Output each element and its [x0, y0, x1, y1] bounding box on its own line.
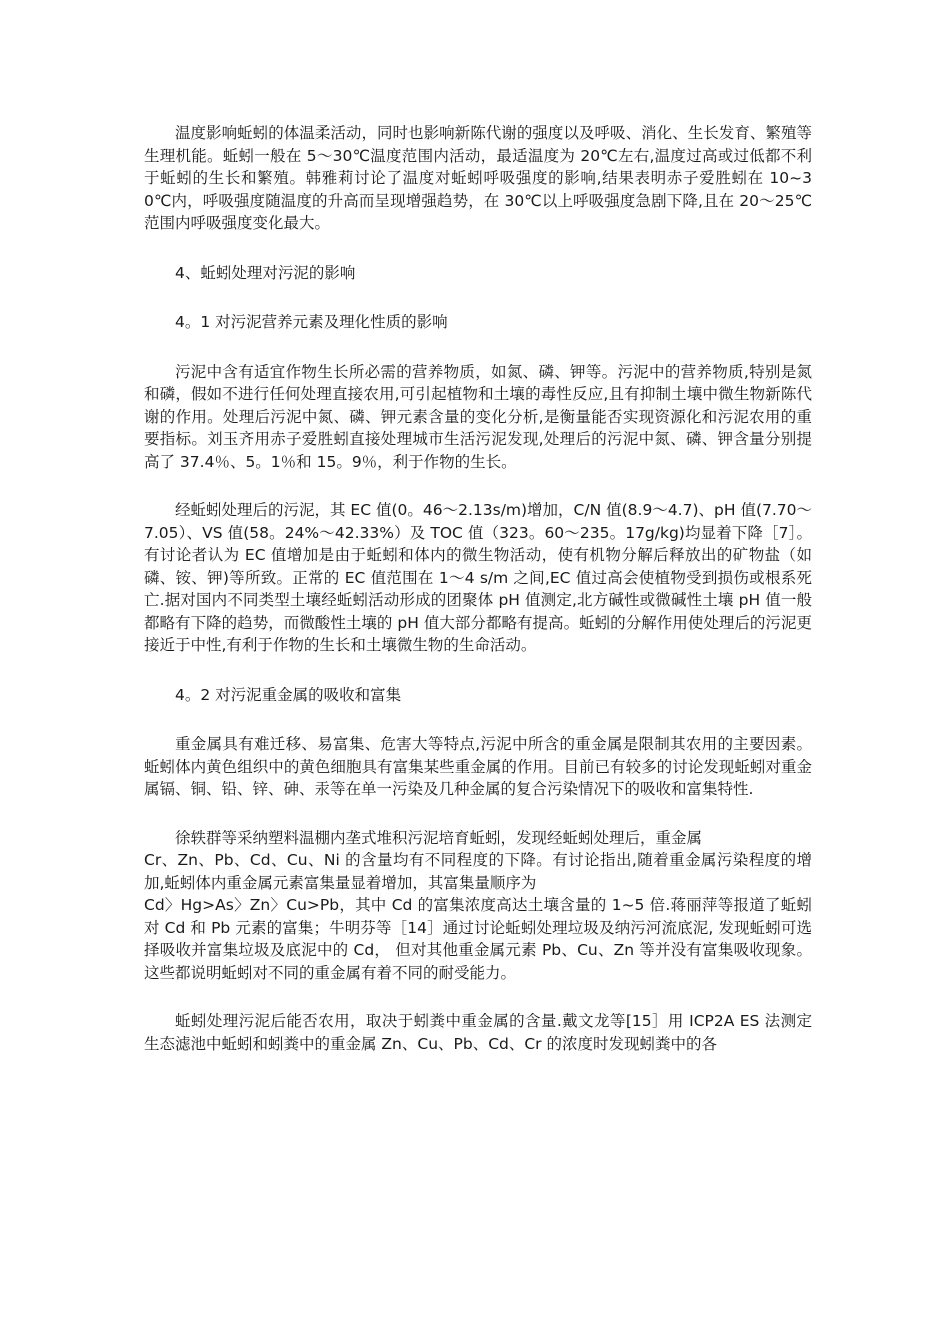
paragraph-nutrients: 污泥中含有适宜作物生长所必需的营养物质，如氮、磷、钾等。污泥中的营养物质,特别是氮和磷，假如不进行任何处理直接农用,可引起植物和土壤的毒性反应,且有抑制土壤中微生物新陈代谢的作用。处理后污泥中氮、磷、钾元素含量的变化分析,是衡量能否实现资源化和污泥农用的重要指标。刘玉齐用赤子爱胜蚓直接处理城市生活污泥发现,处理后的污泥中氮、磷、钾含量分别提高了 37.4％、5。1％和 15。9％，利于作物的生长。: [144, 362, 812, 471]
paragraph-spacer: [144, 473, 812, 499]
paragraph-spacer: [144, 801, 812, 827]
paragraph-spacer: [144, 984, 812, 1010]
paragraph-line: Cd〉Hg>As〉Zn〉Cu>Pb，其中 Cd 的富集浓度高达土壤含量的 1~5 倍.蒋丽萍等报道了蚯蚓对 Cd 和 Pb 元素的富集；牛明芬等［14］通过讨论蚯蚓处理垃圾及纳污河流底泥, 发现蚯蚓可选择吸收并富集垃圾及底泥中的 Cd， 但对其他重金属元素 Pb、Cu、Zn 等并没有富集吸收现象。这些都说明蚯蚓对不同的重金属有着不同的耐受能力。: [144, 896, 812, 982]
document-body: [144, 122, 812, 1055]
paragraph-line: Cr、Zn、Pb、Cd、Cu、Ni 的含量均有不同程度的下降。有讨论指出,随着重金属污染程度的增加,蚯蚓体内重金属元素富集量显着增加，其富集量顺序为: [144, 851, 812, 892]
paragraph-spacer: [144, 657, 812, 684]
paragraph-ec-values: 经蚯蚓处理后的污泥，其 EC 值(0。46～2.13s/m)增加，C/N 值(8.9～4.7)、pH 值(7.70～7.05）、VS 值(58。24%～42.33%）及 TOC 值（323。60～235。17g/kg)均显着下降［7］。有讨论者认为 EC 值增加是由于蚯蚓和体内的微生物活动，使有机物分解后释放出的矿物盐（如磷、铵、钾)等所致。正常的 EC 值范围在 1～4 s/m 之间,EC 值过高会使植物受到损伤或根系死亡.据对国内不同类型土壤经蚯蚓活动形成的团聚体 pH 值测定,北方碱性或微碱性土壤 pH 值一般都略有下降的趋势，而微酸性土壤的 pH 值大部分都略有提高。蚯蚓的分解作用使处理后的污泥更接近于中性,有利于作物的生长和土壤微生物的生命活动。: [144, 501, 813, 654]
subsection-heading-4-1: 4。1 对污泥营养元素及理化性质的影响: [175, 313, 448, 331]
paragraph-spacer: [144, 235, 812, 262]
paragraph-spacer: [144, 334, 812, 361]
paragraph-spacer: [144, 284, 812, 311]
paragraph-line: 徐轶群等采纳塑料温棚内垄式堆积污泥培育蚯蚓，发现经蚯蚓处理后，重金属: [175, 828, 703, 847]
paragraph-accumulation-order: [144, 827, 812, 985]
subsection-heading-4-2: 4。2 对污泥重金属的吸收和富集: [175, 685, 402, 704]
paragraph-vermicompost: 蚯蚓处理污泥后能否农用，取决于蚓粪中重金属的含量.戴文龙等[15］用 ICP2A ES 法测定生态滤池中蚯蚓和蚓粪中的重金属 Zn、Cu、Pb、Cd、Cr 的浓度时发现蚓粪中的各: [144, 1012, 812, 1053]
paragraph-temperature-effect: 温度影响蚯蚓的体温柔活动，同时也影响新陈代谢的强度以及呼吸、消化、生长发育、繁殖等生理机能。蚯蚓一般在 5～30℃温度范围内活动，最适温度为 20℃左右,温度过高或过低都不利于蚯蚓的生长和繁殖。韩雅莉讨论了温度对蚯蚓呼吸强度的影响,结果表明赤子爱胜蚓在 10~30℃内，呼吸强度随温度的升高而呈现增强趋势，在 30℃以上呼吸强度急剧下降,且在 20～25℃范围内呼吸强度变化最大。: [144, 124, 812, 232]
paragraph-heavy-metals: 重金属具有难迁移、易富集、危害大等特点,污泥中所含的重金属是限制其农用的主要因素。蚯蚓体内黄色组织中的黄色细胞具有富集某些重金属的作用。目前已有较多的讨论发现蚯蚓对重金属镉、铜、铅、锌、砷、汞等在单一污染及几种金属的复合污染情况下的吸收和富集特性.: [144, 735, 812, 798]
paragraph-spacer: [144, 706, 812, 733]
section-heading-4: 4、蚯蚓处理对污泥的影响: [175, 263, 356, 282]
